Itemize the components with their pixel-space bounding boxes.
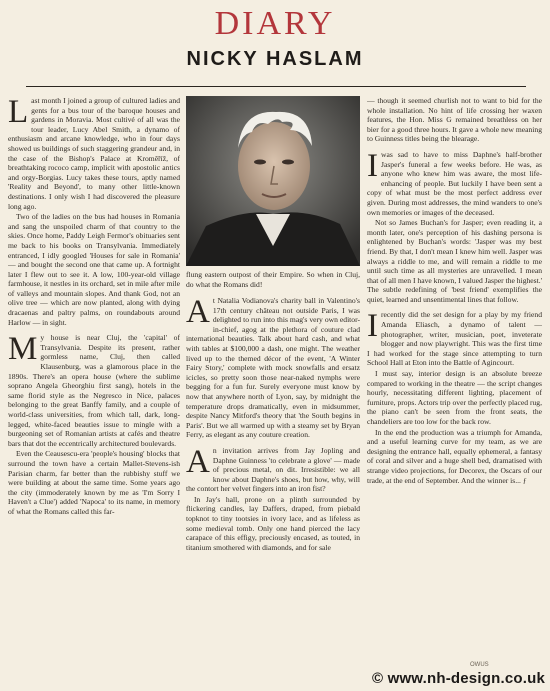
paragraph-text: In Jay's hall, prone on a plinth surrounded by flickering candles, lay Daffers, draped, from piebald topknot to tiny tootsies in ivory lace, and as lifeless as some medieval tomb. Only one hand pierced the lacy carapace of this effigy, preciously encased, as touted, in titanium smothered with diamonds, and for sale bbox=[186, 494, 360, 552]
paragraph-text: ast month I joined a group of cultured ladies and gents for a bus tour of the baroque houses and gardens in Moravia. Most cultivé of all was the tour leader, Lucy Abel Smith, a dynamo of enthusiasm and arcane knowledge, who in four days showed us buildings of such staggering grandeur and, in the case of the Bishop's Palace at Kroměříž, of breathtaking rococo camp, implicit with apostolic antics and orgy-Borgias. Lucy takes these tours, aptly named 'Reality and Beyond', to many other little-known destinations. I only wish I had discovered the pleasure long ago. bbox=[8, 96, 180, 211]
paragraph bbox=[367, 218, 542, 304]
paragraph: flung eastern outpost of their Empire. So when in Cluj, do what the Romans did! bbox=[186, 270, 360, 289]
column-2-continuation bbox=[186, 270, 360, 296]
drop-cap: L bbox=[8, 96, 29, 130]
author-portrait-photo bbox=[186, 96, 360, 266]
paragraph bbox=[367, 428, 542, 486]
column-2 bbox=[186, 296, 360, 654]
paragraph bbox=[367, 147, 542, 217]
paragraph-text: recently did the set design for a play by my friend Amanda Eliasch, a dynamo of talent — photographer, writer, musician, poet, inveterate blogger and now playwright. This was the first time I had worked for the stage since attempting to turn School Hall at Eton into the Battle of Agincourt. bbox=[367, 310, 542, 368]
drop-cap: M bbox=[8, 331, 38, 368]
paragraph bbox=[367, 310, 542, 368]
column-1 bbox=[8, 96, 180, 656]
paragraph bbox=[186, 443, 360, 494]
header-rule bbox=[26, 86, 526, 87]
drop-cap: I bbox=[367, 308, 378, 345]
paragraph bbox=[8, 96, 180, 211]
paragraph bbox=[8, 333, 180, 448]
page-folio: OWUS bbox=[470, 662, 489, 668]
drop-cap: A bbox=[186, 296, 210, 330]
paragraph bbox=[8, 449, 180, 516]
column-3 bbox=[367, 96, 542, 656]
paragraph-text: Two of the ladies on the bus had houses in Romania and sang the unspoiled charm of that country to the skies. Once home, Paddy Leigh Fermor's obituaries sent me back to his books on Transylvania. Immediately entranced, I idly googled 'Houses for sale in Romania' — and bought the second one that came up. A fortnight later I flew out to see it. A low, 100-year-old village farmhouse, it nestles in its orchard, set in mile after mile of valleys and mountain slopes. And thank God, not an olive tree — which are now planted, along with dying dracaenas and paltry palms, on roundabouts around Harlow — in sight. bbox=[8, 212, 180, 327]
paragraph-text: y house is near Cluj, the 'capital' of Transylvania. Despite its present, rather gormless name, Cluj, then called Klausenburg, was a glamorous place in the 1890s. There's an opera house (where the sublime soprano Angela Gheorghiu first sang), hotels in the same florid style as the Negresco in Nice, palaces belonging to the great Banffy family, and a couple of world-class universities, from which tall, dark, long-legged, white-faced beauties issue to mingle with a burgeoning set of Romanian artists at cafés and theatre bars that dot the eccentrically architectured boulevards. bbox=[8, 333, 180, 448]
masthead bbox=[0, 4, 550, 72]
drop-cap: A bbox=[186, 443, 210, 480]
paragraph bbox=[8, 212, 180, 327]
drop-cap: I bbox=[367, 147, 378, 184]
paragraph bbox=[186, 495, 360, 553]
paragraph-text: t Natalia Vodianova's charity ball in Valentino's 17th century château not outside Paris, I was delighted to run into this mag's very own editor-in-chief, agog at the plethora of couture clad international beauties. Talk about hard cash, and what with tables at $100,000 a dash, one might. The weather lived up to the themed décor of the event, 'A Winter Fairy Story,' complete with mock snowfalls and ersatz icicles, so pretty soon those near-naked nymphs were begging for a fun fur. Surely everyone must know by now that anywhere north of Lyon, say, by midnight the temperature drops dramatically, even in midsummer, despite Nancy Mitford's theory that 'the South begins in Paris'. But we all warmed up with a steamy set by Bryan Ferry, as elegant as any couture creation. bbox=[186, 296, 360, 440]
paragraph-text: Even the Ceausescu-era 'people's housing' blocks that surround the town have a certain Mallet-Stevens-ish Parisian charm, far better than the rubbishy stuff we were building at about the same time. Some years ago the city (immoderately known by me as 'I'm Sorry I Haven't a Clue') added 'Napoca' to its name, in memory of what the Romans called this far- bbox=[8, 449, 180, 516]
paragraph-text: Not so James Buchan's for Jasper; even reading it, a month later, one's perception of his dashing persona is enlightened by Buchan's words: 'Jasper was my best friend. By that, I don't mean I knew him well. Jasper was always a riddle to me, and will remain a riddle to me until such time as all mysteries are unravelled. I mean that of all men I have known, I valued Jasper the highest.' The subtle redefining of 'best friend' exemplifies the quiet, learned and unsentimental lines that follow. bbox=[367, 218, 542, 304]
paragraph-text: was sad to have to miss Daphne's half-brother Jasper's funeral a few weeks before. He was, as anyone who knew him was aware, the most life-enhancing of people. But luckily I have been sent a copy of what must be the most perfect address ever given. During most addresses, the mind wanders to one's own memories or images of the deceased. bbox=[367, 149, 542, 217]
paragraph bbox=[367, 369, 542, 427]
portrait-illustration bbox=[186, 96, 360, 266]
paragraph bbox=[186, 296, 360, 440]
section-title: DIARY bbox=[214, 5, 336, 42]
paragraph-text: — though it seemed churlish not to want to bid for the whole installation. No hint of life crossing her waxen features, the Hon. Miss G remained breathless on her bier for a good three hours. It gave a whole new meaning to Guinness titles being the blearage. bbox=[367, 96, 542, 144]
paragraph-text: n invitation arrives from Jay Jopling and Daphne Guinness 'to celebrate a glove' — made of precious metal, on dit. Irresistible: we all know about Daphne's shoes, but how, why, will the contort her velvet fingers into an iron fist? bbox=[186, 445, 360, 494]
copyright-watermark: © www.nh-design.co.uk bbox=[371, 670, 545, 687]
paragraph-text: In the end the production was a triumph for Amanda, and a useful learning curve for my team, as we are designing the entrance hall, equally ephemeral, a fantasy of coral and silver and a huge shell bed, dramatised with strange video projections, for Decorex, the Oscars of our trade, at the end of September. And the winner is... ƒ bbox=[367, 427, 542, 485]
author-byline: NICKY HASLAM bbox=[186, 48, 364, 70]
paragraph bbox=[367, 96, 542, 144]
paragraph-text: I must say, interior design is an absolute breeze compared to working in the theatre — the script changes hourly, necessitating different lighting, placement of furniture, props. Actors trip over the perfectly placed rug, the piano can't be seen from the front seats, the chandeliers are too low for the back row. bbox=[367, 369, 542, 426]
